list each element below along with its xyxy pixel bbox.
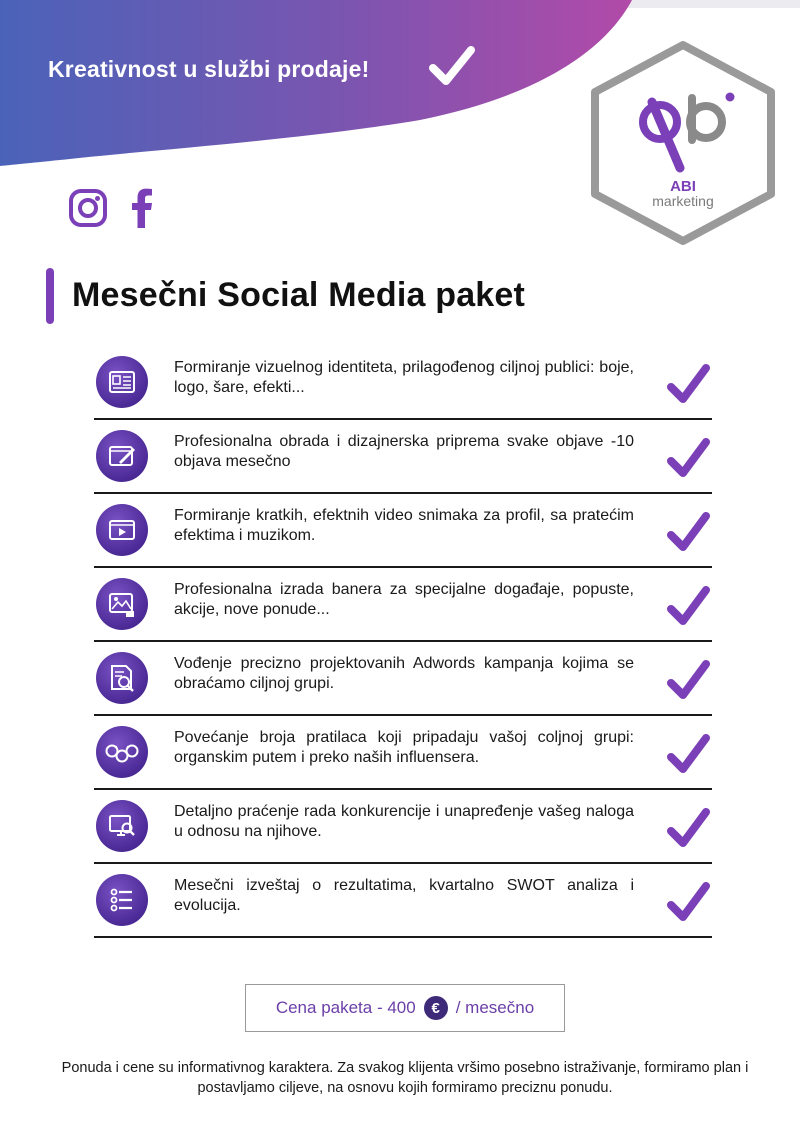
feature-item bbox=[94, 642, 712, 716]
feature-text: Profesionalna izrada banera za specijalne događaje, popuste, akcije, nove ponude... bbox=[174, 581, 634, 618]
feature-text: Mesečni izveštaj o rezultatima, kvartalno SWOT analiza i evolucija. bbox=[174, 877, 634, 914]
adwords-search-icon bbox=[96, 652, 148, 704]
check-icon bbox=[666, 880, 712, 924]
feature-item bbox=[94, 790, 712, 864]
feature-text: Formiranje kratkih, efektnih video snimaka za profil, sa pratećim efektima i muzikom. bbox=[174, 507, 634, 544]
feature-list bbox=[94, 346, 712, 938]
check-icon bbox=[666, 436, 712, 480]
design-edit-icon bbox=[96, 430, 148, 482]
check-icon bbox=[666, 732, 712, 776]
price-period: / mesečno bbox=[455, 998, 535, 1017]
check-icon bbox=[666, 806, 712, 850]
video-play-icon bbox=[96, 504, 148, 556]
page-title: Mesečni Social Media paket bbox=[72, 276, 526, 314]
monitor-analysis-icon bbox=[96, 800, 148, 852]
price-label: Cena paketa - 400 bbox=[275, 998, 416, 1017]
feature-item bbox=[94, 568, 712, 642]
abi-logo bbox=[588, 40, 778, 246]
banner-image-icon bbox=[96, 578, 148, 630]
check-icon bbox=[666, 658, 712, 702]
header-tagline: Kreativnost u službi prodaje! bbox=[48, 56, 370, 82]
feature-text: Povećanje broja pratilaca koji pripadaju vašoj coljnoj grupi: organskim putem i preko naših influensera. bbox=[174, 729, 634, 766]
logo-hexagon bbox=[588, 40, 778, 246]
tagline-check-icon bbox=[428, 44, 476, 88]
check-icon bbox=[666, 584, 712, 628]
title-accent-bar bbox=[46, 268, 54, 324]
feature-text: Formiranje vizuelnog identiteta, prilagođenog ciljnoj publici: boje, logo, šare, efekti... bbox=[174, 359, 634, 396]
check-icon bbox=[666, 510, 712, 554]
social-links bbox=[68, 188, 154, 228]
feature-item bbox=[94, 864, 712, 938]
feature-item bbox=[94, 494, 712, 568]
euro-icon: € bbox=[424, 996, 448, 1020]
feature-item bbox=[94, 716, 712, 790]
logo-subtitle: marketing bbox=[652, 193, 714, 209]
feature-text: Vođenje precizno projektovanih Adwords kampanja kojima se obraćamo ciljnoj grupi. bbox=[174, 655, 634, 692]
instagram-icon[interactable] bbox=[68, 188, 108, 228]
logo-brand: ABI bbox=[670, 178, 696, 195]
report-list-icon bbox=[96, 874, 148, 926]
feature-item bbox=[94, 346, 712, 420]
followers-group-icon bbox=[96, 726, 148, 778]
disclaimer-text: Ponuda i cene su informativnog karaktera. Za svakog klijenta vršimo posebno istraživanje, formiramo plan i postavljamo ciljeve, na osnovu kojih formiramo preciznu ponudu. bbox=[61, 1060, 749, 1096]
feature-text: Profesionalna obrada i dizajnerska priprema svake objave -10 objava mesečno bbox=[174, 433, 634, 470]
price-box bbox=[245, 984, 565, 1032]
check-icon bbox=[666, 362, 712, 406]
identity-card-icon bbox=[96, 356, 148, 408]
feature-item bbox=[94, 420, 712, 494]
facebook-icon[interactable] bbox=[130, 188, 154, 228]
header-wave bbox=[0, 0, 640, 170]
feature-text: Detaljno praćenje rada konkurencije i unapređenje vašeg naloga u odnosu na njihove. bbox=[174, 803, 634, 840]
